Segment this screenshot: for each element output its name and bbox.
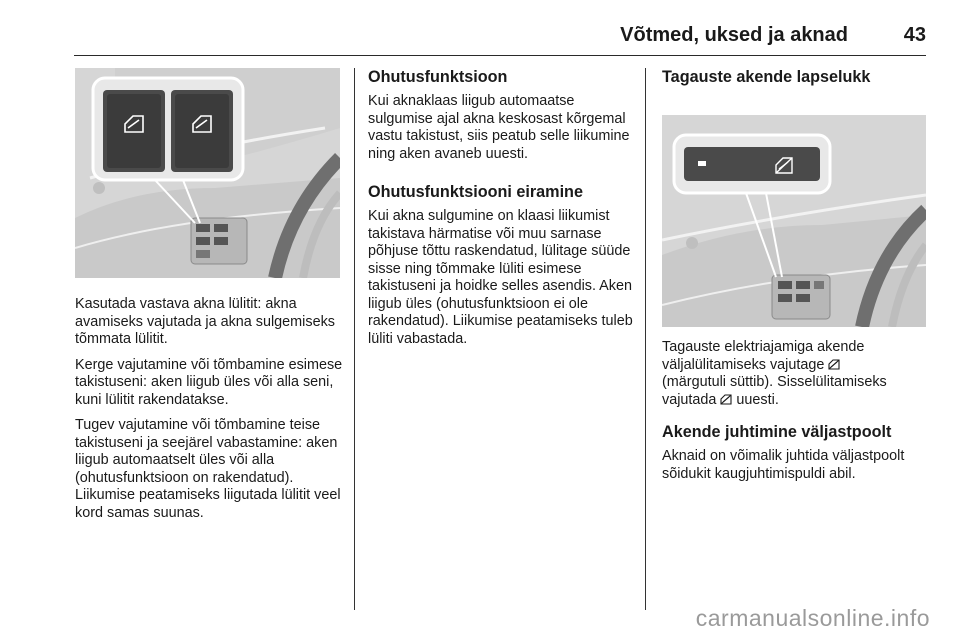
column-separator-2	[645, 68, 646, 610]
section-heading-child-lock: Tagauste akende lapselukk	[662, 68, 871, 86]
section-heading-safety-function: Ohutusfunktsioon	[368, 68, 508, 86]
door-switch-illustration	[75, 68, 340, 278]
page-number: 43	[903, 24, 926, 46]
paragraph: Kui akna sulgumine on klaasi liikumist takistava härmatise või muu sarnase põhjuse tõttu raskendatud, lülitage süüde sisse ning tõmmake lüliti esimese takistuseni ja hoidke selles asendis. Aken liigub üles (ohutusfunktsioon ei ole rakendatud). Liikumise peatamiseks tuleb lüliti vabastada.	[368, 208, 633, 347]
section-heading-override: Ohutusfunktsiooni eiramine	[368, 183, 583, 201]
front-window-switch-figure	[75, 68, 340, 278]
text: (märgutuli süttib). Sisselülitamiseks vajutada	[662, 374, 887, 408]
paragraph: Tugev vajutamine või tõmbamine teise takistuseni ja seejärel vabastamine: aken liigub automaatselt üles või alla (ohutusfunktsioon on rakendatud). Liikumise peatamiseks liigutada lülitit veel kord samas suunas.	[75, 417, 341, 521]
column-separator-1	[354, 68, 355, 610]
paragraph: Kui aknaklaas liigub automaatse sulgumise ajal akna keskosast kõrgemal vastu takistust, siis peatub selle liikumine ning aken avaneb uuesti.	[368, 93, 630, 162]
page-header-title: Võtmed, uksed ja aknad	[620, 24, 848, 46]
paragraph: Kasutada vastava akna lülitit: akna avamiseks vajutada ja akna sulgemiseks tõmmata lülitit.	[75, 296, 335, 347]
middle-column	[368, 68, 638, 356]
paragraph: Aknaid on võimalik juhtida väljastpoolt sõidukit kaugjuhtimispuldi abil.	[662, 448, 905, 482]
child-lock-illustration	[662, 115, 926, 327]
text: uuesti.	[736, 391, 779, 408]
right-column	[662, 68, 926, 491]
paragraph	[662, 339, 926, 409]
left-column	[75, 68, 345, 530]
section-heading-remote-control: Akende juhtimine väljastpoolt	[662, 423, 892, 441]
child-lock-icon	[828, 358, 840, 369]
text: Tagauste elektriajamiga akende väljalülitamiseks vajutage	[662, 339, 865, 373]
watermark: carmanualsonline.info	[695, 605, 930, 631]
paragraph: Kerge vajutamine või tõmbamine esimese takistuseni: aken liigub üles või alla seni, kuni lülitit rakendatakse.	[75, 356, 343, 408]
child-lock-icon	[720, 393, 732, 404]
child-lock-switch-figure	[662, 115, 926, 327]
header-rule	[74, 55, 926, 56]
